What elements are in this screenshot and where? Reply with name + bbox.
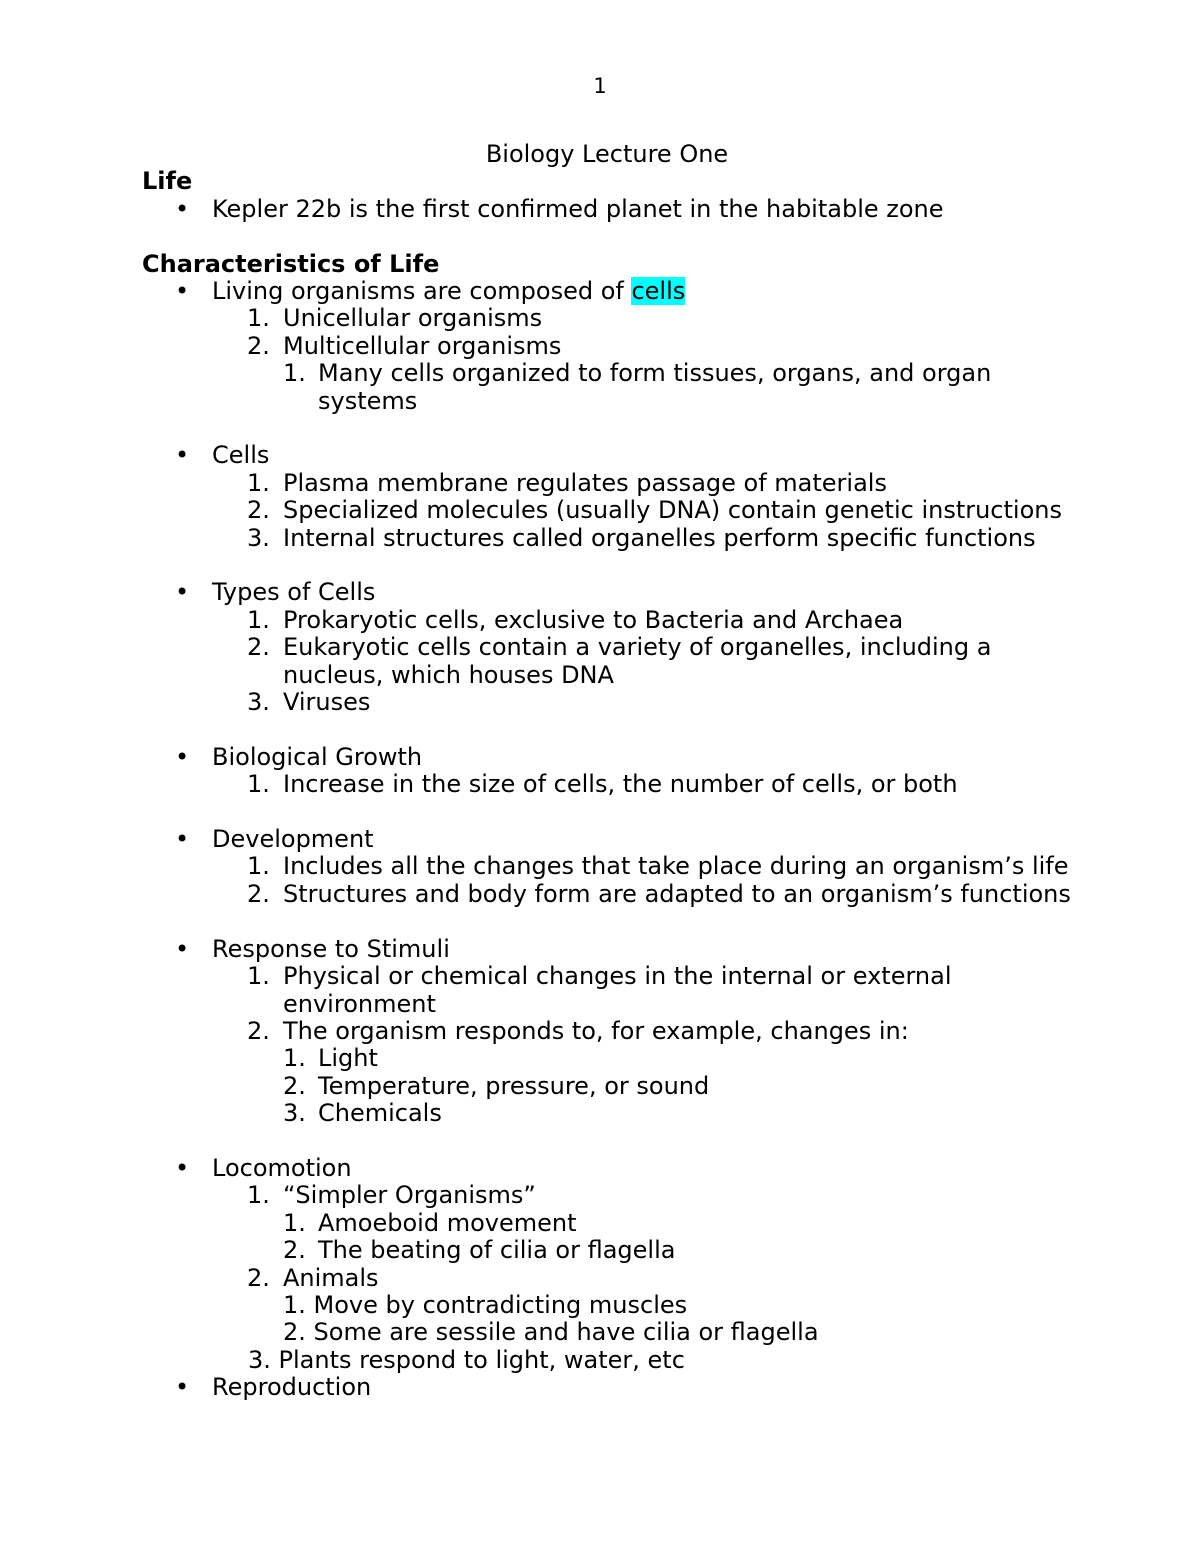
bullet-icon: • bbox=[175, 825, 190, 854]
list-item-text: Light bbox=[318, 1044, 378, 1073]
list-item-text: “Simpler Organisms” bbox=[283, 1181, 536, 1210]
list-item bbox=[142, 634, 1072, 661]
list-item-text: Animals bbox=[283, 1263, 379, 1292]
list-item-text: Specialized molecules (usually DNA) contain genetic instructions bbox=[283, 496, 1062, 525]
list-item-text: Biological Growth bbox=[212, 742, 423, 771]
list-number: 2. bbox=[283, 1236, 306, 1265]
list-number: 2. bbox=[247, 1016, 270, 1045]
list-item-text: Viruses bbox=[283, 688, 371, 717]
list-item-text: Temperature, pressure, or sound bbox=[318, 1071, 710, 1100]
list-item bbox=[142, 278, 1072, 305]
bullet-icon: • bbox=[175, 578, 190, 607]
list-item bbox=[142, 963, 1072, 990]
list-item: 2. Some are sessile and have cilia or flagella bbox=[283, 1318, 819, 1347]
bullet-icon: • bbox=[175, 194, 190, 223]
list-item-text: Multicellular organisms bbox=[283, 331, 562, 360]
list-item bbox=[142, 1374, 1072, 1401]
bullet-icon: • bbox=[175, 742, 190, 771]
bullet-icon: • bbox=[175, 934, 190, 963]
list-item bbox=[142, 1155, 1072, 1182]
list-item-text: Kepler 22b is the first confirmed planet in the habitable zone bbox=[212, 194, 944, 223]
list-item bbox=[142, 470, 1072, 497]
list-item: 1. Move by contradicting muscles bbox=[283, 1290, 688, 1319]
list-item bbox=[142, 1182, 1072, 1209]
list-number: 3. bbox=[283, 1099, 306, 1128]
page-number: 1 bbox=[593, 74, 607, 98]
list-item bbox=[142, 826, 1072, 853]
list-item-continuation: systems bbox=[318, 386, 418, 415]
list-item bbox=[142, 607, 1072, 634]
list-item bbox=[142, 853, 1072, 880]
list-item-text: Eukaryotic cells contain a variety of organelles, including a bbox=[283, 633, 992, 662]
list-number: 1. bbox=[247, 852, 270, 881]
list-item-text: Living organisms are composed of bbox=[212, 277, 632, 306]
list-item bbox=[142, 1018, 1072, 1045]
list-number: 1. bbox=[247, 1181, 270, 1210]
list-item bbox=[142, 305, 1072, 332]
list-item bbox=[142, 1265, 1072, 1292]
list-item bbox=[142, 1100, 1072, 1127]
list-item-text: Cells bbox=[212, 441, 270, 470]
list-item-text: Plasma membrane regulates passage of materials bbox=[283, 468, 887, 497]
list-item-continuation: nucleus, which houses DNA bbox=[283, 660, 614, 689]
list-number: 3. bbox=[247, 523, 270, 552]
list-number: 1. bbox=[283, 1208, 306, 1237]
bullet-icon: • bbox=[175, 1153, 190, 1182]
highlighted-text: cells bbox=[631, 277, 686, 306]
list-item bbox=[142, 442, 1072, 469]
list-number: 2. bbox=[247, 1263, 270, 1292]
document-title-row bbox=[142, 141, 1072, 168]
list-number: 2. bbox=[283, 1071, 306, 1100]
list-item-text: Unicellular organisms bbox=[283, 304, 543, 333]
list-item-text: Amoeboid movement bbox=[318, 1208, 577, 1237]
document-body bbox=[142, 141, 1072, 1402]
list-item-text: Prokaryotic cells, exclusive to Bacteria and Archaea bbox=[283, 605, 904, 634]
list-item-text: Response to Stimuli bbox=[212, 934, 450, 963]
list-number: 2. bbox=[247, 496, 270, 525]
list-item-text: Chemicals bbox=[318, 1099, 442, 1128]
heading-characteristics: Characteristics of Life bbox=[142, 249, 440, 278]
list-item-text: Internal structures called organelles perform specific functions bbox=[283, 523, 1036, 552]
list-item-text: Reproduction bbox=[212, 1373, 372, 1402]
list-number: 1. bbox=[283, 359, 306, 388]
list-number: 1. bbox=[247, 605, 270, 634]
list-item-text: The organism responds to, for example, changes in: bbox=[283, 1016, 909, 1045]
list-item-text: Increase in the size of cells, the number of cells, or both bbox=[283, 770, 958, 799]
list-item-text: Structures and body form are adapted to an organism’s functions bbox=[283, 879, 1071, 908]
list-number: 1. bbox=[247, 304, 270, 333]
bullet-icon: • bbox=[175, 277, 190, 306]
list-item-text: Physical or chemical changes in the internal or external bbox=[283, 962, 952, 991]
list-item bbox=[142, 744, 1072, 771]
list-item bbox=[142, 881, 1072, 908]
list-item-text: Development bbox=[212, 825, 374, 854]
list-number: 2. bbox=[247, 331, 270, 360]
list-number: 2. bbox=[247, 633, 270, 662]
list-item-text: Includes all the changes that take place during an organism’s life bbox=[283, 852, 1069, 881]
list-item bbox=[142, 333, 1072, 360]
list-item bbox=[142, 579, 1072, 606]
list-item-text: Types of Cells bbox=[212, 578, 376, 607]
list-number: 2. bbox=[247, 879, 270, 908]
list-item bbox=[142, 360, 1072, 387]
list-item bbox=[142, 1045, 1072, 1072]
bullet-icon: • bbox=[175, 1373, 190, 1402]
document-title: Biology Lecture One bbox=[485, 140, 729, 168]
list-item bbox=[142, 497, 1072, 524]
list-item bbox=[142, 771, 1072, 798]
list-item bbox=[142, 1073, 1072, 1100]
list-item bbox=[142, 196, 1072, 223]
heading-life: Life bbox=[142, 167, 193, 196]
list-item-text: Locomotion bbox=[212, 1153, 352, 1182]
list-item bbox=[142, 1237, 1072, 1264]
list-item-text: Many cells organized to form tissues, organs, and organ bbox=[318, 359, 992, 388]
list-item: 3. Plants respond to light, water, etc bbox=[248, 1345, 685, 1374]
list-item-continuation: environment bbox=[283, 989, 436, 1018]
list-number: 1. bbox=[283, 1044, 306, 1073]
list-item bbox=[142, 525, 1072, 552]
list-item bbox=[142, 936, 1072, 963]
list-item bbox=[142, 689, 1072, 716]
list-item bbox=[142, 1210, 1072, 1237]
list-number: 1. bbox=[247, 468, 270, 497]
list-number: 3. bbox=[247, 688, 270, 717]
list-number: 1. bbox=[247, 770, 270, 799]
list-number: 1. bbox=[247, 962, 270, 991]
list-item-text: The beating of cilia or flagella bbox=[318, 1236, 676, 1265]
bullet-icon: • bbox=[175, 441, 190, 470]
